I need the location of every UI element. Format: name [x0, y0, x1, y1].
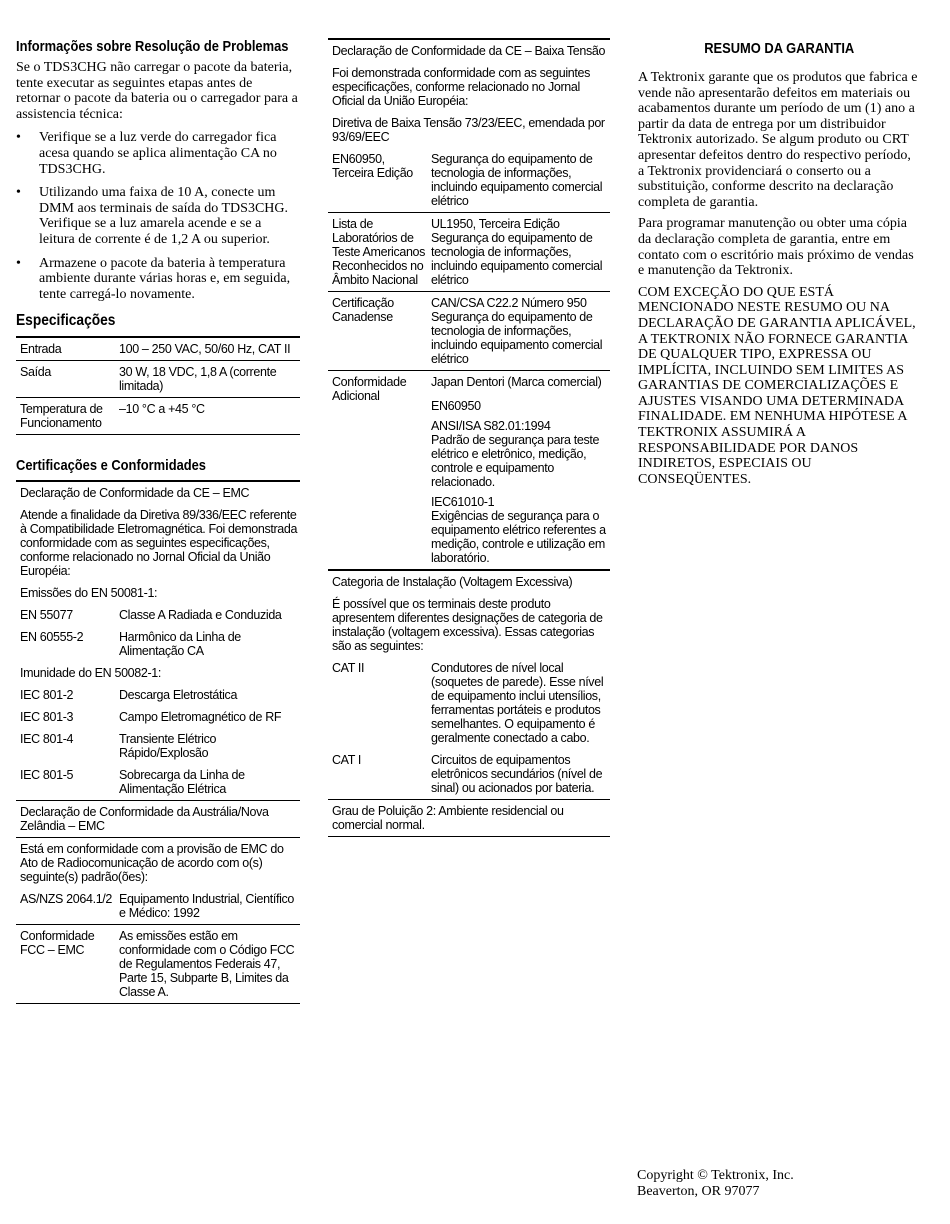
table-row — [16, 398, 300, 435]
table-row — [16, 728, 300, 764]
bullet-icon: • — [16, 185, 21, 201]
row-value — [431, 152, 610, 208]
table-row — [16, 684, 300, 706]
table-row — [328, 749, 610, 800]
certifications-table — [16, 480, 300, 1004]
spec-value: 30 W, 18 VDC, 1,8 A (corrente limitada) — [119, 365, 277, 394]
copyright-text: Copyright © Tektronix, Inc. — [637, 1168, 794, 1183]
troubleshooting-list — [16, 130, 300, 302]
warranty-paragraph: A Tektronix garante que os produtos que fabrica e vende não apresentarão defeitos em materiais ou acabamentos durante um período de um (1) ano a partir da data de entrega por um distribuidor Tektronix autorizado. Se algum produto ou CRT apresentar defeitos dentro do respectivo período, a Tektronix providenciará o conserto ou a substituição, conforme descrito na declaração completa de garantia. — [638, 70, 918, 210]
troubleshooting-title: Informações sobre Resolução de Problemas — [16, 38, 289, 55]
bullet-icon: • — [16, 130, 21, 146]
warranty-paragraph: Para programar manutenção ou obter uma cópia da declaração completa de garantia, entre em contato com o escritório mais próximo de vendas e manutenção da Tektronix. — [638, 216, 914, 279]
row-value — [431, 375, 610, 565]
table-row — [328, 657, 610, 749]
warranty-body — [638, 70, 920, 487]
table-row — [16, 888, 300, 925]
ce-emc-heading: Declaração de Conformidade da CE – EMC — [20, 486, 250, 501]
middle-column — [328, 38, 610, 837]
row-text: Japan Dentori (Marca comercial) — [431, 375, 602, 389]
list-item-text: Armazene o pacote da bateria à temperatura ambiente durante várias horas e, em seguida, tente carregá-lo novamente. — [39, 255, 291, 302]
warranty-title-wrap — [638, 38, 920, 58]
installation-heading: Categoria de Instalação (Voltagem Excessiva) — [332, 575, 573, 589]
row-label: Conformidade Adicional — [332, 375, 407, 403]
bullet-icon: • — [16, 255, 21, 271]
standard-code: EN 60555-2 — [20, 630, 84, 645]
table-row — [16, 361, 300, 398]
left-column — [16, 38, 300, 1004]
list-item — [16, 130, 300, 177]
table-row — [328, 292, 610, 371]
list-item — [16, 185, 300, 247]
standard-desc: Sobrecarga da Linha de Alimentação Elétrica — [119, 768, 245, 797]
standard-desc: Harmônico da Linha de Alimentação CA — [119, 630, 241, 659]
row-value: Condutores de nível local (soquetes de parede). Esse nível de equipamento inclui utensílios, ferramentas portáteis e produtos semelhantes. O equipamento é geralmente conectado a cabo. — [431, 661, 604, 745]
table-row — [16, 604, 300, 626]
table-row — [328, 213, 610, 292]
table-row — [328, 371, 610, 571]
specs-table — [16, 336, 300, 435]
table-row — [16, 925, 300, 1004]
warranty-disclaimer: COM EXCEÇÃO DO QUE ESTÁ MENCIONADO NESTE RESUMO OU NA DECLARAÇÃO DE GARANTIA APLICÁVEL, A TEKTRONIX NÃO FORNECE GARANTIA DE QUALQUER TIPO, EXPRESSA OU IMPLÍCITA, INCLUINDO SEM LIMITES AS GARANTIAS DE COMERCIALIZAÇÕES E AJUSTES VISANDO UMA DETERMINADA FINALIDADE. EM NENHUMA HIPÓTESE A TEKTRONIX ASSUMIRÁ A RESPONSABILIDADE POR DANOS INDIRETOS, ESPECIAIS OU CONSEQÜENTES. — [638, 284, 916, 487]
low-voltage-table — [328, 38, 610, 837]
standard-desc: Equipamento Industrial, Científico e Médico: 1992 — [119, 892, 295, 921]
standard-desc: Classe A Radiada e Conduzida — [119, 608, 282, 623]
installation-text: É possível que os terminais deste produto apresentem diferentes designações de categoria de instalação (voltagem excessiva). Essas categorias são as seguintes: — [332, 597, 603, 653]
troubleshooting-intro: Se o TDS3CHG não carregar o pacote da bateria, tente executar as seguintes etapas antes de retornar o pacote da bateria ou o carregador para a assistencia técnica: — [16, 60, 298, 122]
ce-emc-text: Atende a finalidade da Diretiva 89/336/EEC referente à Compatibilidade Eletromagnética. Foi demonstrada conformidade com as seguintes especificações, conforme relacionado no Jornal Oficial da União Européia: — [20, 508, 298, 579]
row-text: UL1950, Terceira Edição Segurança do equipamento de tecnologia de informações, incluindo equipamento comercial elétrico — [431, 217, 603, 287]
standard-code: IEC 801-4 — [20, 732, 74, 747]
row-label: CAT II — [332, 661, 365, 675]
row-text: CAN/CSA C22.2 Número 950 Segurança do equipamento de tecnologia de informações, incluindo equipamento comercial elétrico — [431, 296, 603, 366]
row-label: Certificação Canadense — [332, 296, 394, 324]
list-item-text: Verifique se a luz verde do carregador fica acesa quando se aplica alimentação CA no TDS3CHG. — [39, 130, 277, 177]
row-value: Circuitos de equipamentos eletrônicos secundários (nível de sinal) ou acionados por bateria. — [431, 753, 603, 795]
standard-code: EN 55077 — [20, 608, 73, 623]
row-label: EN60950, Terceira Edição — [332, 152, 413, 180]
standard-code: AS/NZS 2064.1/2 — [20, 892, 113, 907]
spec-label: Temperatura de Funcionamento — [20, 402, 103, 431]
low-voltage-heading: Declaração de Conformidade da CE – Baixa Tensão — [332, 44, 606, 58]
standard-desc: Descarga Eletrostática — [119, 688, 238, 703]
footer — [637, 1168, 794, 1199]
aus-heading: Declaração de Conformidade da Austrália/Nova Zelândia – EMC — [16, 801, 300, 838]
standard-code: IEC 801-5 — [20, 768, 74, 783]
list-item — [16, 256, 300, 303]
list-item-text: Utilizando uma faixa de 10 A, conecte um DMM aos terminais de saída do TDS3CHG. Verifique se a luz amarela acende e se a leitura de corrente é de 1,2 A ou superior. — [39, 185, 288, 247]
row-text: Segurança do equipamento de tecnologia de informações, incluindo equipamento comercial elétrico — [431, 152, 603, 208]
table-row — [16, 706, 300, 728]
row-label: CAT I — [332, 753, 362, 767]
low-voltage-text: Foi demonstrada conformidade com as seguintes especificações, conforme relacionado no Jornal Oficial da União Européia: — [332, 66, 591, 108]
address-text: Beaverton, OR 97077 — [637, 1183, 760, 1199]
standard-code: IEC 801-2 — [20, 688, 74, 703]
table-row — [16, 626, 300, 662]
spec-label: Saída — [20, 365, 51, 380]
row-label: Lista de Laboratórios de Teste Americanos Reconhecidos no Âmbito Nacional — [332, 217, 426, 287]
low-voltage-directive: Diretiva de Baixa Tensão 73/23/EEC, emendada por 93/69/EEC — [332, 116, 605, 144]
spec-label: Entrada — [20, 342, 62, 357]
table-row — [328, 148, 610, 213]
pollution-degree: Grau de Poluição 2: Ambiente residencial ou comercial normal. — [328, 800, 610, 837]
row-value — [431, 217, 610, 287]
right-column — [638, 38, 920, 493]
spec-value: 100 – 250 VAC, 50/60 Hz, CAT II — [119, 342, 291, 357]
row-text: EN60950 — [431, 399, 481, 413]
emissions-label: Emissões do EN 50081-1: — [20, 586, 158, 601]
standard-desc: Transiente Elétrico Rápido/Explosão — [119, 732, 217, 761]
row-text: IEC61010-1 Exigências de segurança para o equipamento elétrico referentes a medição, controle e utilização em laboratório. — [431, 495, 606, 565]
immunity-label: Imunidade do EN 50082-1: — [20, 666, 162, 681]
specs-title: Especificações — [16, 312, 116, 330]
table-row — [16, 764, 300, 801]
certifications-title: Certificações e Conformidades — [16, 457, 206, 475]
standard-desc: As emissões estão em conformidade com o Código FCC de Regulamentos Federais 47, Parte 15, Subparte B, Limites da Classe A. — [119, 929, 295, 1000]
row-text: ANSI/ISA S82.01:1994 Padrão de segurança para teste elétrico e eletrônico, medição, controle e equipamento relacionado. — [431, 419, 600, 489]
warranty-title: RESUMO DA GARANTIA — [703, 40, 855, 57]
standard-desc: Campo Eletromagnético de RF — [119, 710, 282, 725]
aus-text: Está em conformidade com a provisão de EMC do Ato de Radiocomunicação de acordo com o(s) seguinte(s) padrão(ões): — [20, 842, 284, 885]
spec-value: –10 °C a +45 °C — [119, 402, 205, 417]
standard-code: Conformidade FCC – EMC — [20, 929, 95, 958]
standard-code: IEC 801-3 — [20, 710, 74, 725]
table-row — [16, 338, 300, 361]
row-value — [431, 296, 610, 366]
